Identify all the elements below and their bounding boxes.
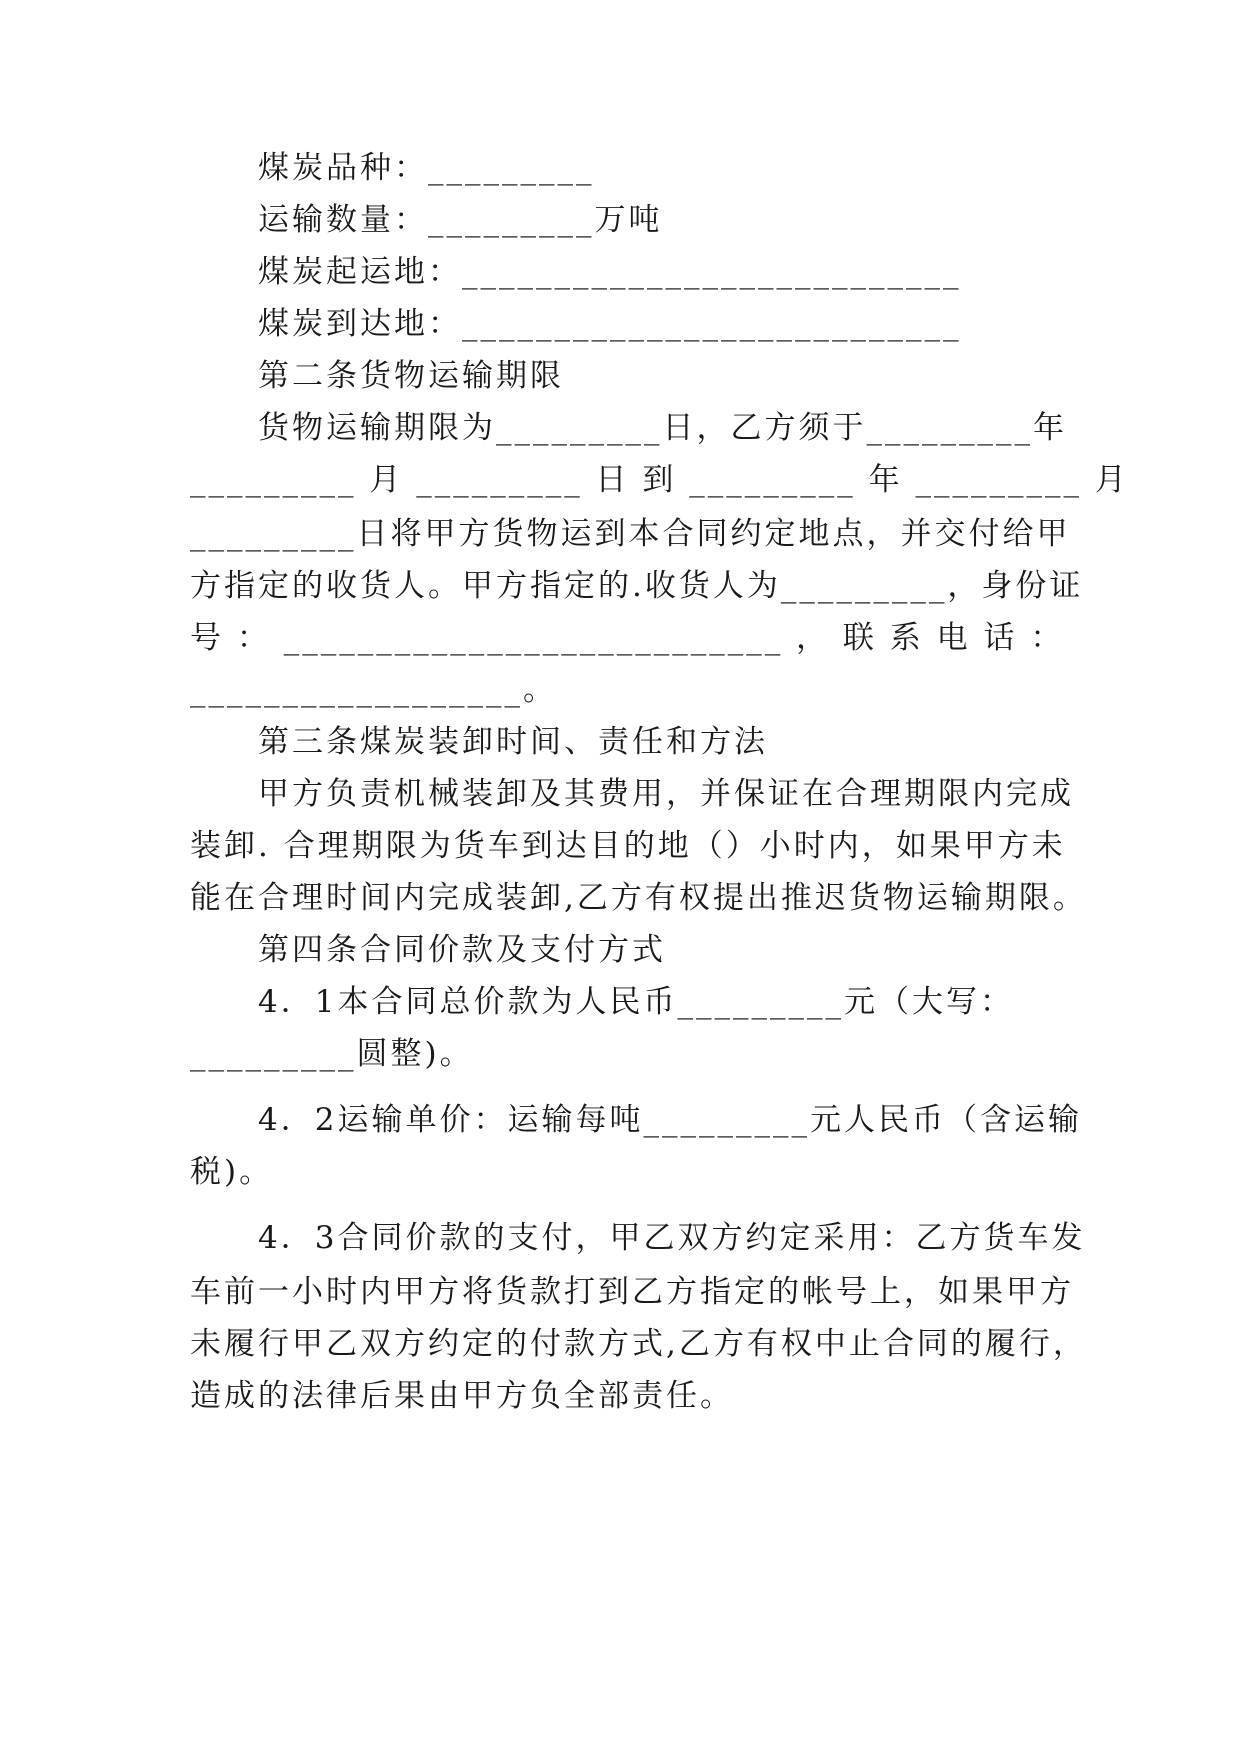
paragraph-line: 税)。 bbox=[190, 1154, 274, 1190]
paragraph-line: 4．3合同价款的支付，甲乙双方约定采用：乙方货车发 bbox=[258, 1220, 1086, 1256]
paragraph-line: 号 ： ___________________________ ， 联 系 电 话 ： bbox=[190, 620, 1065, 656]
origin-line: 煤炭起运地：___________________________ bbox=[258, 254, 962, 290]
paragraph-line: _________日将甲方货物运到本合同约定地点，并交付给甲 bbox=[190, 516, 1071, 552]
paragraph-line: 造成的法律后果由甲方负全部责任。 bbox=[190, 1378, 734, 1414]
paragraph-line: 4．1本合同总价款为人民币_________元（大写： bbox=[258, 984, 1014, 1020]
paragraph-line: 货物运输期限为_________日，乙方须于_________年 bbox=[258, 410, 1067, 446]
paragraph-line: __________________。 bbox=[190, 672, 557, 708]
paragraph-line: 未履行甲乙双方约定的付款方式,乙方有权中止合同的履行， bbox=[190, 1326, 1087, 1362]
paragraph-line: 车前一小时内甲方将货款打到乙方指定的帐号上，如果甲方 bbox=[190, 1274, 1074, 1310]
transport-quantity-line: 运输数量：_________万吨 bbox=[258, 202, 663, 238]
article-3-heading: 第三条煤炭装卸时间、责任和方法 bbox=[258, 724, 768, 760]
paragraph-line: 能在合理时间内完成装卸,乙方有权提出推迟货物运输期限。 bbox=[190, 880, 1087, 916]
paragraph-line: _________圆整)。 bbox=[190, 1036, 474, 1072]
destination-line: 煤炭到达地：___________________________ bbox=[258, 306, 962, 342]
article-2-heading: 第二条货物运输期限 bbox=[258, 358, 564, 394]
article-4-heading: 第四条合同价款及支付方式 bbox=[258, 932, 666, 968]
paragraph-line: 4．2运输单价：运输每吨_________元人民币（含运输 bbox=[258, 1102, 1082, 1138]
paragraph-line: _________ 月 _________ 日 到 _________ 年 _________ 月 bbox=[190, 462, 1129, 498]
coal-type-line: 煤炭品种：_________ bbox=[258, 150, 595, 186]
paragraph-line: 方指定的收货人。甲方指定的.收货人为_________，身份证 bbox=[190, 568, 1084, 604]
paragraph-line: 装卸. 合理期限为货车到达目的地（）小时内，如果甲方未 bbox=[190, 828, 1066, 864]
paragraph-line: 甲方负责机械装卸及其费用，并保证在合理期限内完成 bbox=[258, 776, 1074, 812]
